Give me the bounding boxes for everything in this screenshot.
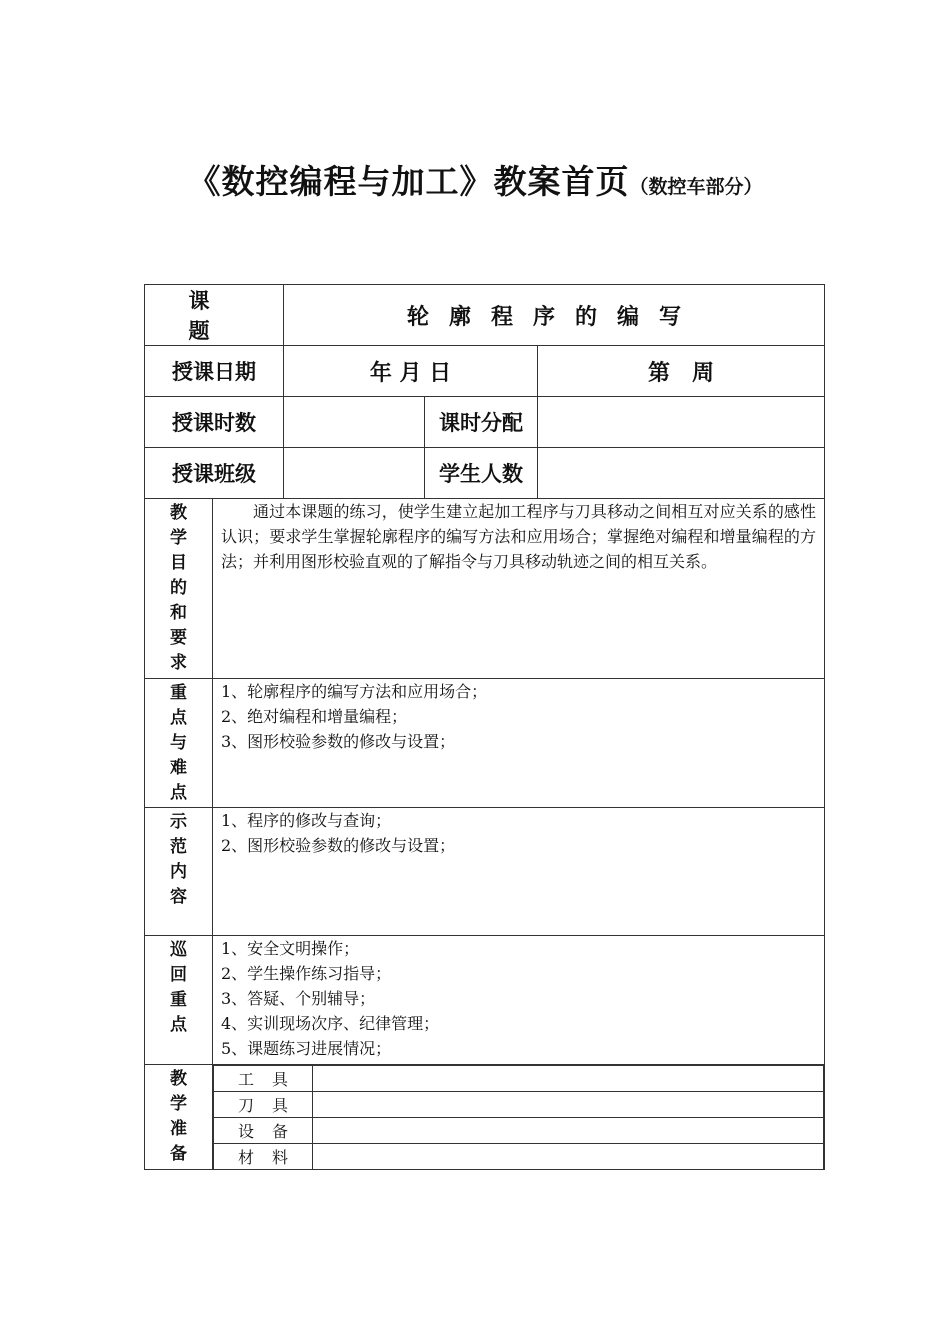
allocation-value — [538, 397, 825, 448]
list-item: 3、答疑、个别辅导； — [221, 989, 376, 1008]
list-item: 4、实训现场次序、纪律管理； — [221, 1014, 440, 1033]
page-title — [0, 156, 950, 203]
topic-value: 轮廓程序的编写 — [284, 285, 825, 346]
topic-label: 课 题 — [145, 285, 284, 346]
list-item: 2、绝对编程和增量编程； — [221, 707, 408, 726]
prep-value-cutters — [313, 1092, 824, 1118]
hours-value — [284, 397, 425, 448]
week-value: 第 周 — [538, 346, 825, 397]
key-points-label: 重 点 与 难 点 — [145, 679, 213, 808]
students-label: 学生人数 — [425, 448, 538, 499]
key-points-content — [213, 679, 825, 808]
preparation-row — [145, 1065, 825, 1170]
table-row — [214, 1092, 824, 1118]
patrol-label: 巡 回 重 点 — [145, 936, 213, 1065]
prep-value-tools — [313, 1066, 824, 1092]
preparation-content — [213, 1065, 825, 1170]
class-value — [284, 448, 425, 499]
preparation-table — [213, 1065, 824, 1169]
prep-name-equipment: 设备 — [214, 1118, 313, 1144]
students-value — [538, 448, 825, 499]
hours-row — [145, 397, 825, 448]
list-item: 1、安全文明操作； — [221, 939, 360, 958]
table-row — [214, 1118, 824, 1144]
lesson-plan-table — [144, 284, 825, 1170]
prep-value-materials — [313, 1144, 824, 1170]
list-item: 1、程序的修改与查询； — [221, 811, 392, 830]
preparation-label: 教 学 准 备 — [145, 1065, 213, 1170]
prep-name-tools: 工具 — [214, 1066, 313, 1092]
table-row — [214, 1144, 824, 1170]
demo-row — [145, 808, 825, 936]
patrol-row — [145, 936, 825, 1065]
list-item: 3、图形校验参数的修改与设置； — [221, 732, 456, 751]
key-points-row — [145, 679, 825, 808]
prep-name-cutters: 刀具 — [214, 1092, 313, 1118]
date-label: 授课日期 — [145, 346, 284, 397]
objectives-text: 通过本课题的练习，使学生建立起加工程序与刀具移动之间相互对应关系的感性认识；要求学生掌握轮廓程序的编写方法和应用场合；掌握绝对编程和增量编程的方法；并利用图形校验直观的了解指令与刀具移动轨迹之间的相互关系。 — [221, 502, 817, 571]
list-item: 2、图形校验参数的修改与设置； — [221, 836, 456, 855]
patrol-content — [213, 936, 825, 1065]
demo-content — [213, 808, 825, 936]
date-row — [145, 346, 825, 397]
title-main: 《数控编程与加工》教案首页 — [187, 162, 630, 201]
class-label: 授课班级 — [145, 448, 284, 499]
prep-value-equipment — [313, 1118, 824, 1144]
list-item: 1、轮廓程序的编写方法和应用场合； — [221, 682, 488, 701]
prep-name-materials: 材料 — [214, 1144, 313, 1170]
hours-label: 授课时数 — [145, 397, 284, 448]
objectives-label: 教 学 目 的 和 要 求 — [145, 499, 213, 679]
list-item: 5、课题练习进展情况； — [221, 1039, 392, 1058]
table-row — [214, 1066, 824, 1092]
objectives-row — [145, 499, 825, 679]
class-row — [145, 448, 825, 499]
topic-row — [145, 285, 825, 346]
date-value: 年 月 日 — [284, 346, 538, 397]
demo-label: 示 范 内 容 — [145, 808, 213, 936]
title-sub: （数控车部分） — [629, 176, 763, 198]
allocation-label: 课时分配 — [425, 397, 538, 448]
objectives-content — [213, 499, 825, 679]
list-item: 2、学生操作练习指导； — [221, 964, 392, 983]
